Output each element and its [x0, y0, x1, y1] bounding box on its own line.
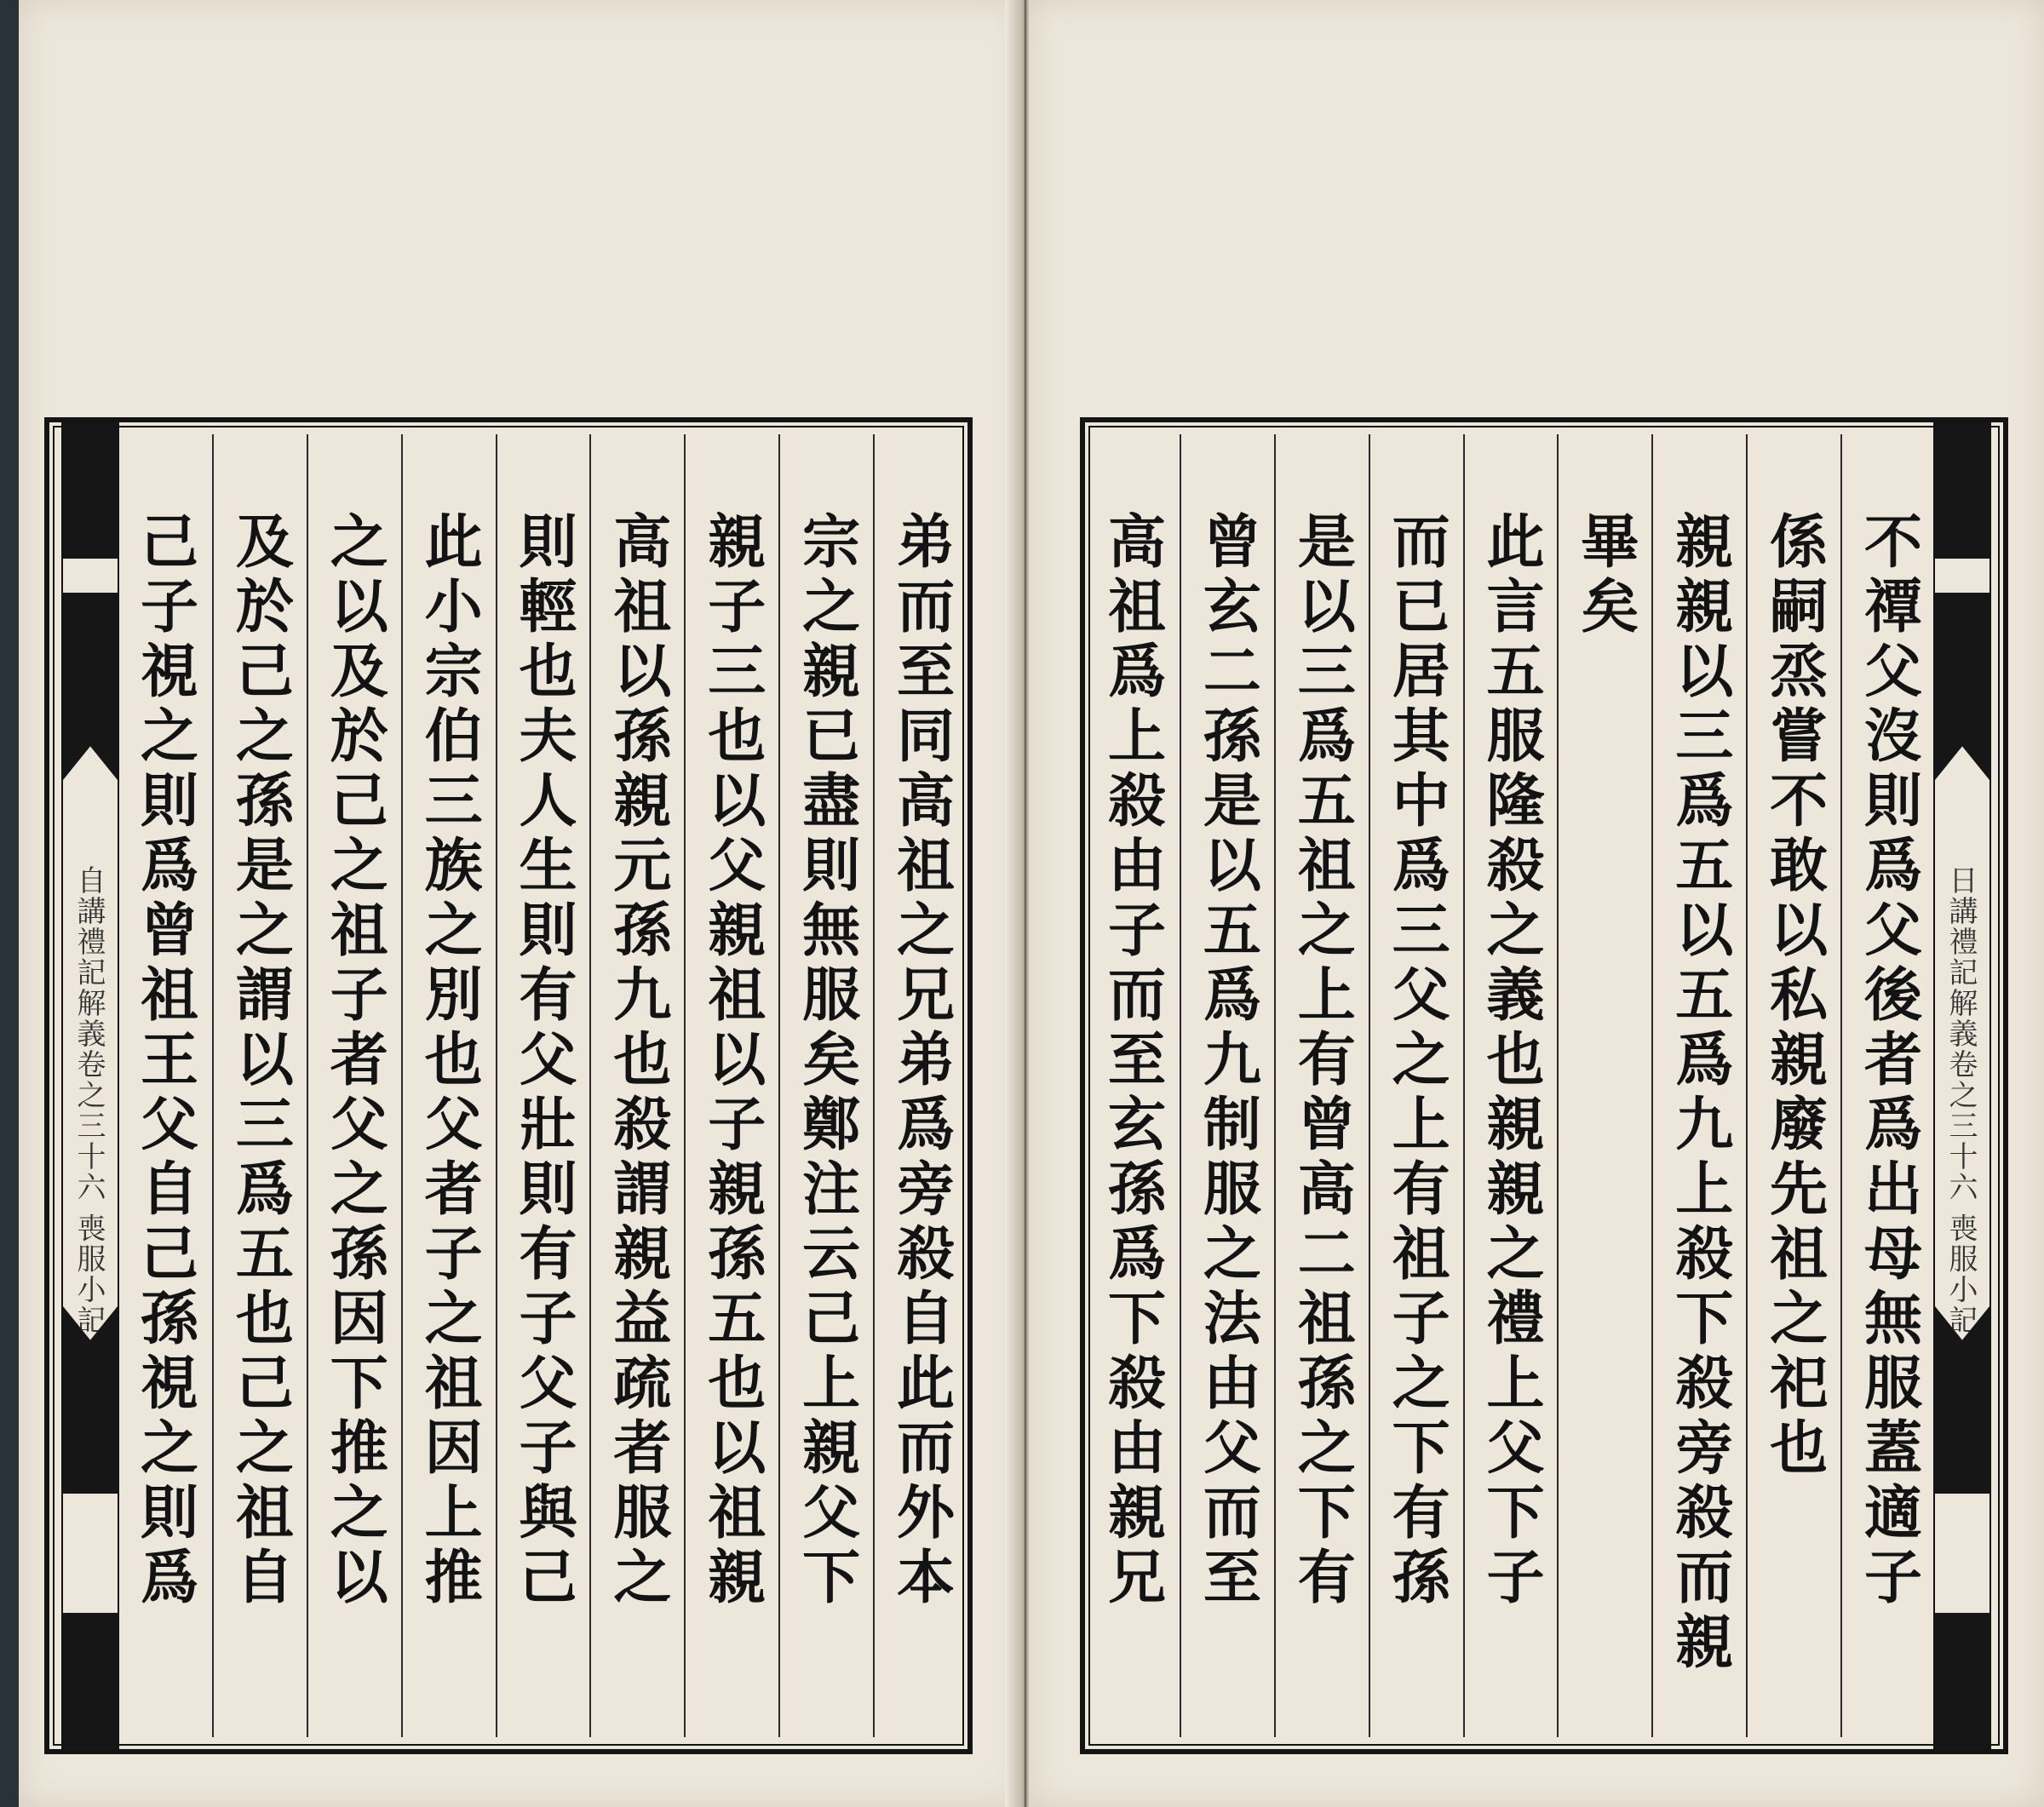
- text-column: 高祖以孫親元孫九也殺謂親益疏者服之: [589, 434, 684, 1737]
- banxin-black-bar: [1935, 1613, 1989, 1749]
- fish-tail-bottom: [1935, 1306, 1989, 1494]
- text-column: 此言五服隆殺之義也親親之禮上父下子: [1463, 434, 1558, 1737]
- fish-tail-bottom: [63, 1306, 118, 1494]
- banxin-black-bar: [1935, 422, 1989, 559]
- text-column: 高祖爲上殺由子而至玄孫爲下殺由親兄: [1098, 511, 1167, 1611]
- left-text-frame: [44, 417, 973, 1754]
- text-column: 畢矣: [1557, 434, 1651, 1737]
- banxin-title: 日講禮記解義卷之三十六 喪服小記: [1944, 865, 1978, 1336]
- text-column: 親親以三爲五以五爲九上殺下殺旁殺而親: [1651, 434, 1746, 1737]
- right-text-frame: [1080, 417, 2008, 1754]
- text-column: 之以及於己之祖子者父之孫因下推之以: [307, 434, 401, 1737]
- text-column: 曾玄二孫是以五爲九制服之法由父而至: [1180, 434, 1274, 1737]
- text-column: 及於己之孫是之謂以三爲五也己之祖自: [212, 434, 307, 1737]
- text-column: 而已居其中爲三父之上有祖子之下有孫: [1369, 434, 1463, 1737]
- leaf-number: 五: [76, 1444, 115, 1478]
- right-page: [1029, 0, 2044, 1807]
- text-column: 是以三爲五祖之上有曾高二祖孫之下有: [1274, 434, 1369, 1737]
- fish-tail-top: [1935, 593, 1989, 780]
- text-column: 己子視之則爲曾祖王父自己孫視之則爲: [130, 511, 199, 1611]
- left-banxin: [61, 422, 119, 1749]
- left-text-columns: [118, 434, 967, 1737]
- text-column: 則輕也夫人生則有父壯則有子父子與己: [496, 434, 590, 1737]
- text-column: 不禫父沒則爲父後者爲出母無服蓋適子: [1840, 434, 1935, 1737]
- left-page: [19, 0, 1024, 1807]
- leaf-number: 四: [1948, 1444, 1987, 1478]
- banxin-black-bar: [63, 1613, 118, 1749]
- banxin-black-bar: [63, 422, 118, 559]
- fish-tail-top: [63, 593, 118, 780]
- text-column: 弟而至同高祖之兄弟爲旁殺自此而外本: [873, 434, 967, 1737]
- text-column: 係嗣烝嘗不敢以私親廢先祖之祀也: [1746, 434, 1840, 1737]
- right-banxin: [1933, 422, 1991, 1749]
- text-column: 宗之親已盡則無服矣鄭注云己上親父下: [778, 434, 873, 1737]
- right-text-columns: [1085, 434, 1935, 1737]
- text-column: 此小宗伯三族之別也父者子之祖因上推: [401, 434, 496, 1737]
- banxin-title: 自講禮記解義卷之三十六 喪服小記: [72, 865, 106, 1336]
- text-column: 親子三也以父親祖以子親孫五也以祖親: [684, 434, 778, 1737]
